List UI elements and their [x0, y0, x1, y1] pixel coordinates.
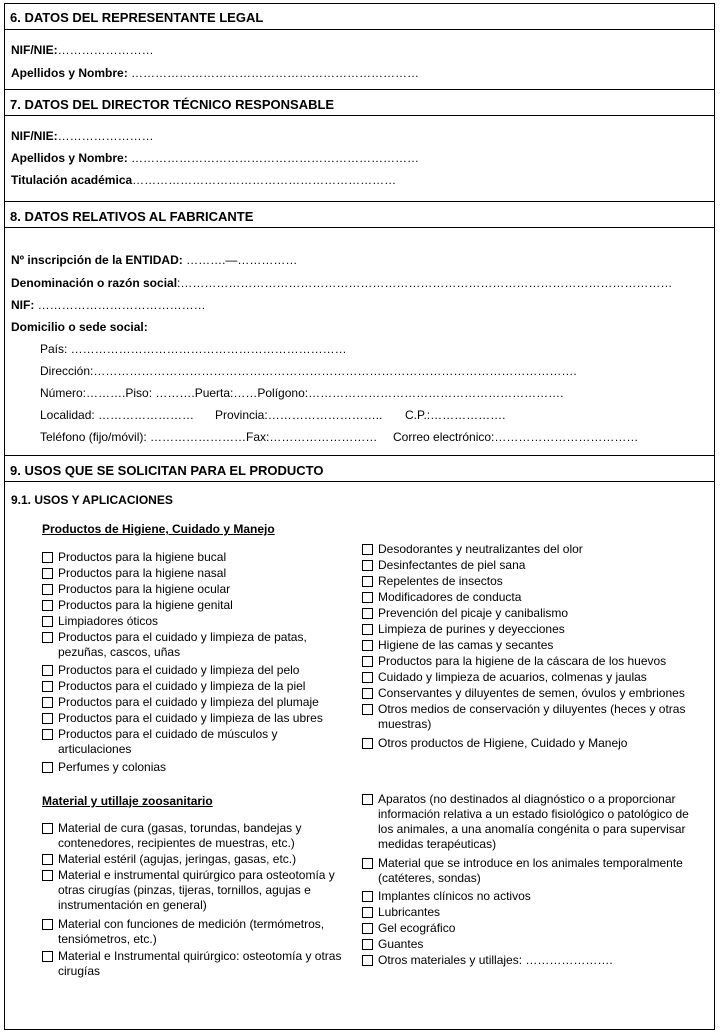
- group-hygiene-title: Productos de Higiene, Cuidado y Manejo: [42, 522, 275, 536]
- checkbox-label: Productos para el cuidado y limpieza del pelo: [58, 663, 300, 677]
- dir-nif-field[interactable]: [11, 129, 154, 143]
- checkbox-item[interactable]: [42, 582, 342, 597]
- checkbox-label: Productos para la higiene de la cáscara de los huevos: [378, 654, 667, 668]
- checkbox-label: Material con funciones de medición (termómetros, tensiómetros, etc.): [58, 917, 325, 946]
- checkbox[interactable]: [362, 592, 373, 603]
- checkbox[interactable]: [42, 870, 53, 881]
- checkbox-item[interactable]: [42, 630, 342, 660]
- checkbox-item[interactable]: [42, 711, 342, 726]
- checkbox-label: Productos para el cuidado y limpieza de las ubres: [58, 711, 323, 725]
- checkbox-label: Productos para la higiene nasal: [58, 566, 227, 580]
- inscription-label: Nº inscripción de la ENTIDAD:: [11, 253, 183, 267]
- section-7-title: 7. DATOS DEL DIRECTOR TÉCNICO RESPONSABLE: [10, 97, 335, 112]
- checkbox[interactable]: [42, 665, 53, 676]
- checkbox[interactable]: [362, 560, 373, 571]
- checkbox-label: Gel ecográfico: [378, 921, 456, 935]
- checkbox-item[interactable]: [42, 663, 342, 678]
- checkbox-label: Aparatos (no destinados al diagnóstico o a proporcionar información relativa a un estado fisiológico o patológico de los animales, a una anomalía congénita o para supervisar medidas terapéuticas): [378, 792, 689, 851]
- checkbox[interactable]: [362, 939, 373, 950]
- checkbox-item[interactable]: [362, 686, 702, 701]
- dir-title-dots: …………………………………………………………: [132, 173, 397, 187]
- checkbox-item[interactable]: [362, 856, 702, 886]
- checkbox[interactable]: [362, 858, 373, 869]
- inscription-field[interactable]: [11, 253, 297, 267]
- section-8-title: 8. DATOS RELATIVOS AL FABRICANTE: [10, 209, 254, 224]
- dir-nif-dots: ……………………: [57, 129, 154, 143]
- checkbox-label: Lubricantes: [378, 905, 441, 919]
- checkbox-label: Conservantes y diluyentes de semen, óvulos y embriones: [378, 686, 685, 700]
- localidad-field[interactable]: Localidad: ……………………: [40, 408, 195, 422]
- checkbox-label: Higiene de las camas y secantes: [378, 638, 554, 652]
- pais-field[interactable]: País: ……………………………………………………………: [40, 342, 347, 356]
- checkbox[interactable]: [362, 576, 373, 587]
- checkbox[interactable]: [362, 955, 373, 966]
- checkbox-label: Productos para la higiene bucal: [58, 550, 227, 564]
- checkbox-item[interactable]: [42, 695, 342, 710]
- provincia-field[interactable]: Provincia:………………………..: [215, 408, 383, 422]
- checkbox-item[interactable]: [362, 921, 702, 936]
- denomination-field[interactable]: [11, 276, 672, 290]
- maker-nif-label: NIF:: [11, 298, 35, 312]
- dir-name-label: Apellidos y Nombre:: [11, 151, 128, 165]
- section-6-header: [4, 3, 715, 30]
- checkbox[interactable]: [42, 600, 53, 611]
- checkbox[interactable]: [42, 713, 53, 724]
- checkbox-label: Productos para la higiene genital: [58, 598, 233, 612]
- checkbox[interactable]: [362, 640, 373, 651]
- checkbox-label: Limpiadores óticos: [58, 614, 159, 628]
- maker-nif-field[interactable]: [11, 298, 206, 312]
- checkbox-label: Implantes clínicos no activos: [378, 889, 531, 903]
- dir-name-field[interactable]: [11, 151, 419, 165]
- checkbox-label: Repelentes de insectos: [378, 574, 503, 588]
- domicilio-label: Domicilio o sede social:: [11, 320, 148, 334]
- checkbox-label: Material estéril (agujas, jeringas, gasas, etc.): [58, 852, 297, 866]
- checkbox-label: Modificadores de conducta: [378, 590, 522, 604]
- checkbox-label: Otros productos de Higiene, Cuidado y Manejo: [378, 736, 628, 750]
- checkbox[interactable]: [362, 688, 373, 699]
- rep-name-dots: ………………………………………………………………: [127, 66, 420, 80]
- checkbox-item[interactable]: [362, 905, 702, 920]
- checkbox[interactable]: [42, 762, 53, 773]
- checkbox[interactable]: [42, 568, 53, 579]
- checkbox-item[interactable]: [362, 542, 702, 557]
- checkbox-label: Material e instrumental quirúrgico para osteotomía y otras cirugías (pinzas, tijeras, tornillos, agujas e instrumentación en general): [58, 868, 335, 912]
- checkbox[interactable]: [362, 704, 373, 715]
- checkbox-item[interactable]: [42, 821, 342, 851]
- checkbox[interactable]: [362, 608, 373, 619]
- checkbox[interactable]: [42, 919, 53, 930]
- dir-title-field[interactable]: [11, 173, 396, 187]
- rep-name-field[interactable]: [11, 66, 419, 80]
- section-9-header: [4, 455, 715, 482]
- maker-nif-dots: ……………………………………: [34, 298, 206, 312]
- section-9-title: 9. USOS QUE SE SOLICITAN PARA EL PRODUCTO: [10, 463, 324, 478]
- checkbox[interactable]: [42, 823, 53, 834]
- cp-field[interactable]: C.P.:……………….: [405, 408, 506, 422]
- group-material-title: Material y utillaje zoosanitario: [42, 794, 213, 808]
- dir-nif-label: NIF/NIE:: [11, 129, 58, 143]
- checkbox[interactable]: [362, 544, 373, 555]
- correo-field[interactable]: Correo electrónico:………………………………: [393, 430, 639, 444]
- checkbox[interactable]: [42, 697, 53, 708]
- checkbox-label: Productos para el cuidado de músculos y articulaciones: [58, 727, 278, 756]
- checkbox-label: Otros medios de conservación y diluyentes (heces y otras muestras): [378, 702, 686, 731]
- checkbox[interactable]: [42, 729, 53, 740]
- checkbox[interactable]: [362, 794, 373, 805]
- subsection-9-1-title: 9.1. USOS Y APLICACIONES: [11, 493, 173, 507]
- checkbox[interactable]: [362, 907, 373, 918]
- checkbox[interactable]: [362, 656, 373, 667]
- telefono-field[interactable]: Teléfono (fijo/móvil): ……………………Fax:………………………: [40, 430, 378, 444]
- section-6-title: 6. DATOS DEL REPRESENTANTE LEGAL: [10, 10, 264, 25]
- checkbox-item[interactable]: [42, 868, 342, 913]
- checkbox[interactable]: [42, 616, 53, 627]
- checkbox-item[interactable]: [42, 566, 342, 581]
- rep-nif-label: NIF/NIE:: [11, 43, 58, 57]
- checkbox-item[interactable]: [42, 852, 342, 867]
- checkbox-label: Limpieza de purines y deyecciones: [378, 622, 565, 636]
- dir-title-label: Titulación académica: [11, 173, 133, 187]
- checkbox-item[interactable]: [42, 614, 342, 629]
- checkbox-item[interactable]: [42, 727, 342, 757]
- checkbox[interactable]: [42, 632, 53, 643]
- checkbox-item[interactable]: [362, 590, 702, 605]
- section-7-header: [4, 89, 715, 116]
- checkbox-item[interactable]: [362, 670, 702, 685]
- checkbox-item[interactable]: [42, 949, 342, 979]
- checkbox[interactable]: [42, 951, 53, 962]
- checkbox-item[interactable]: [362, 606, 702, 621]
- denomination-dots: :……………………………………………………………………………………………………………: [177, 276, 673, 290]
- checkbox-label: Cuidado y limpieza de acuarios, colmenas y jaulas: [378, 670, 647, 684]
- checkbox-item[interactable]: [362, 792, 702, 852]
- checkbox[interactable]: [42, 681, 53, 692]
- checkbox-label: Productos para el cuidado y limpieza de la piel: [58, 679, 306, 693]
- direccion-field[interactable]: Dirección:………………………………………………………………………………………………………….: [40, 364, 577, 378]
- checkbox-item[interactable]: [362, 937, 702, 952]
- checkbox[interactable]: [362, 891, 373, 902]
- checkbox-item[interactable]: [42, 917, 342, 947]
- checkbox-item[interactable]: [362, 953, 702, 968]
- inscription-dots: ……….—……………: [182, 253, 298, 267]
- checkbox-label: Guantes: [378, 937, 424, 951]
- checkbox[interactable]: [42, 584, 53, 595]
- checkbox-item[interactable]: [362, 654, 702, 669]
- checkbox-label: Desinfectantes de piel sana: [378, 558, 526, 572]
- checkbox-label: Perfumes y colonias: [58, 760, 167, 774]
- checkbox-item[interactable]: [362, 638, 702, 653]
- checkbox-label: Otros materiales y utillajes: ………………….: [378, 953, 613, 967]
- checkbox-item[interactable]: [362, 889, 702, 904]
- numero-field[interactable]: Número:……….Piso: ……….Puerta:……Polígono:……………………………………………………….: [40, 386, 564, 400]
- denomination-label: Denominación o razón social: [11, 276, 178, 290]
- checkbox[interactable]: [42, 854, 53, 865]
- checkbox-item[interactable]: [362, 736, 702, 751]
- checkbox[interactable]: [362, 672, 373, 683]
- section-8-header: [4, 201, 715, 228]
- checkbox-label: Material que se introduce en los animales temporalmente (catéteres, sondas): [378, 856, 683, 885]
- checkbox-label: Material de cura (gasas, torundas, bandejas y contenedores, recipientes de muestras, etc.): [58, 821, 302, 850]
- rep-name-label: Apellidos y Nombre:: [11, 66, 128, 80]
- checkbox-item[interactable]: [42, 598, 342, 613]
- checkbox-label: Desodorantes y neutralizantes del olor: [378, 542, 583, 556]
- checkbox[interactable]: [362, 923, 373, 934]
- checkbox-item[interactable]: [362, 622, 702, 637]
- checkbox-label: Productos para la higiene ocular: [58, 582, 231, 596]
- rep-nif-dots: ……………………: [57, 43, 154, 57]
- checkbox-label: Productos para el cuidado y limpieza del plumaje: [58, 695, 319, 709]
- checkbox-item[interactable]: [42, 679, 342, 694]
- checkbox[interactable]: [362, 738, 373, 749]
- checkbox-item[interactable]: [362, 702, 702, 732]
- checkbox-item[interactable]: [42, 550, 342, 565]
- rep-nif-field[interactable]: [11, 43, 154, 57]
- checkbox[interactable]: [362, 624, 373, 635]
- checkbox-item[interactable]: [42, 760, 342, 775]
- checkbox-label: Productos para el cuidado y limpieza de patas, pezuñas, cascos, uñas: [58, 630, 307, 659]
- checkbox-item[interactable]: [362, 558, 702, 573]
- checkbox-label: Prevención del picaje y canibalismo: [378, 606, 569, 620]
- checkbox-item[interactable]: [362, 574, 702, 589]
- checkbox[interactable]: [42, 552, 53, 563]
- dir-name-dots: ………………………………………………………………: [127, 151, 420, 165]
- checkbox-label: Material e Instrumental quirúrgico: osteotomía y otras cirugías: [58, 949, 342, 978]
